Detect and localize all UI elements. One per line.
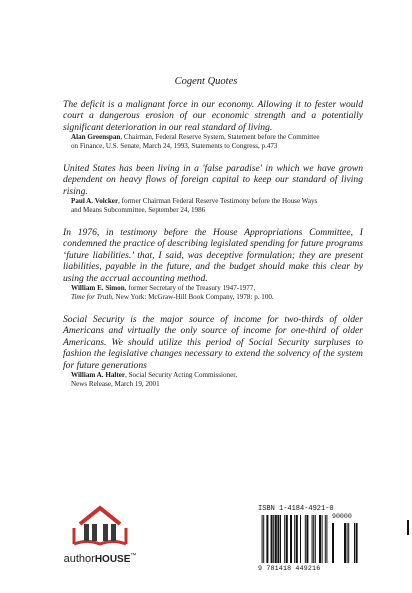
attribution-line: , New York: McGraw-Hill Book Company, 1978: p. 100.: [112, 293, 274, 302]
publisher-logo: [60, 500, 140, 572]
barcode-bar: [322, 515, 323, 563]
barcode-bar: [312, 515, 313, 563]
publisher-word-author: author: [63, 553, 95, 565]
quote-text: The deficit is a malignant force in our economy. Allowing it to fester would court a dangerous erosion of our economic strength and a potentially significant deterioration in our real standard of living.: [63, 99, 363, 133]
quote-attribution: [71, 371, 363, 389]
barcode-bar: [325, 515, 326, 563]
barcode-bars: [258, 515, 363, 565]
quote-text: In 1976, in testimony before the House Appropriations Committee, I condemned the practice of describing legislated spending for future programs ‘future liabilities.’ that, I said, was deceptive formulation; they are present liabilities, payable in the future, and the budget should make this clear by using the accrual accounting method.: [63, 227, 363, 284]
barcode-bar: [354, 523, 355, 563]
trademark-symbol: ™: [130, 553, 137, 559]
book-title: Time for Truth: [71, 293, 112, 302]
barcode-bar: [315, 515, 316, 563]
isbn-barcode: [258, 505, 363, 575]
barcode-bar: [319, 515, 321, 563]
quote-volcker: [63, 163, 363, 215]
quote-halter: [63, 314, 363, 389]
barcode-bar: [348, 523, 349, 563]
isbn-number: ISBN 1-4184-4921-0: [258, 505, 334, 513]
attribution-line: , former Chairman Federal Reserve Testimony before the House Ways: [118, 197, 318, 206]
barcode-bar: [277, 515, 279, 563]
edge-mark: [407, 520, 409, 535]
barcode-bar: [262, 515, 263, 563]
price-addon-digits: 90000: [332, 513, 352, 520]
barcode-bar: [290, 515, 292, 563]
quote-greenspan: [63, 99, 363, 151]
barcode-bar: [263, 515, 264, 563]
barcode-bar: [294, 515, 295, 563]
barcode-bar: [344, 523, 346, 563]
quote-text: United States has been living in a 'false paradise' in which we have grown dependent on heavy flows of foreign capital to keep our standard of living rising.: [63, 163, 363, 197]
quote-author: Alan Greenspan: [71, 133, 121, 142]
quote-attribution: [71, 197, 363, 215]
barcode-bar: [280, 515, 281, 563]
barcode-bar: [313, 515, 314, 563]
barcode-bar: [300, 515, 301, 563]
attribution-line: , former Secretary of the Treasury 1947-1977,: [124, 284, 256, 293]
quote-attribution: [71, 284, 363, 302]
barcode-bar: [266, 515, 268, 563]
attribution-line: , Social Security Acting Commissioner,: [125, 371, 238, 380]
quote-simon: [63, 227, 363, 302]
attribution-line: News Release, March 19, 2001: [71, 380, 160, 389]
publisher-word-house: HOUSE: [94, 554, 131, 565]
house-book-icon: [60, 500, 140, 552]
quote-text: Social Security is the major source of income for two-thirds of older Americans and virtually the only source of income for one-third of older Americans. We should utilize this period of Social Security surpluses to fashion the legislative changes necessary to extend the solvency of the system for future generations: [63, 314, 363, 371]
barcode-bar: [273, 515, 274, 563]
barcode-bar: [305, 515, 306, 563]
quote-attribution: [71, 133, 363, 151]
attribution-line: and Means Subcommittee, September 24, 1986: [71, 206, 206, 215]
quote-author: William E. Simon: [71, 284, 125, 293]
publisher-name: [60, 553, 140, 565]
barcode-bar: [296, 515, 298, 563]
barcode-bar: [271, 515, 273, 563]
attribution-line: , Chairman, Federal Reserve System, Statement before the Committee: [120, 133, 320, 142]
barcode-bar: [326, 515, 327, 563]
barcode-bar: [284, 515, 285, 563]
quote-author: Paul A. Volcker: [71, 197, 119, 206]
page-title: Cogent Quotes: [174, 76, 238, 87]
attribution-line: on Finance, U.S. Senate, March 24, 1993, Statements to Congress, p.473: [71, 142, 278, 151]
barcode-bar: [347, 523, 348, 563]
barcode-bar: [306, 515, 308, 563]
barcode-bar: [332, 523, 334, 563]
quote-author: William A. Halter: [71, 371, 126, 380]
barcode-bar: [286, 515, 288, 563]
ean-digits: 9 781418 449216: [258, 565, 321, 572]
barcode-bar: [275, 515, 277, 563]
barcode-bar: [356, 523, 358, 563]
